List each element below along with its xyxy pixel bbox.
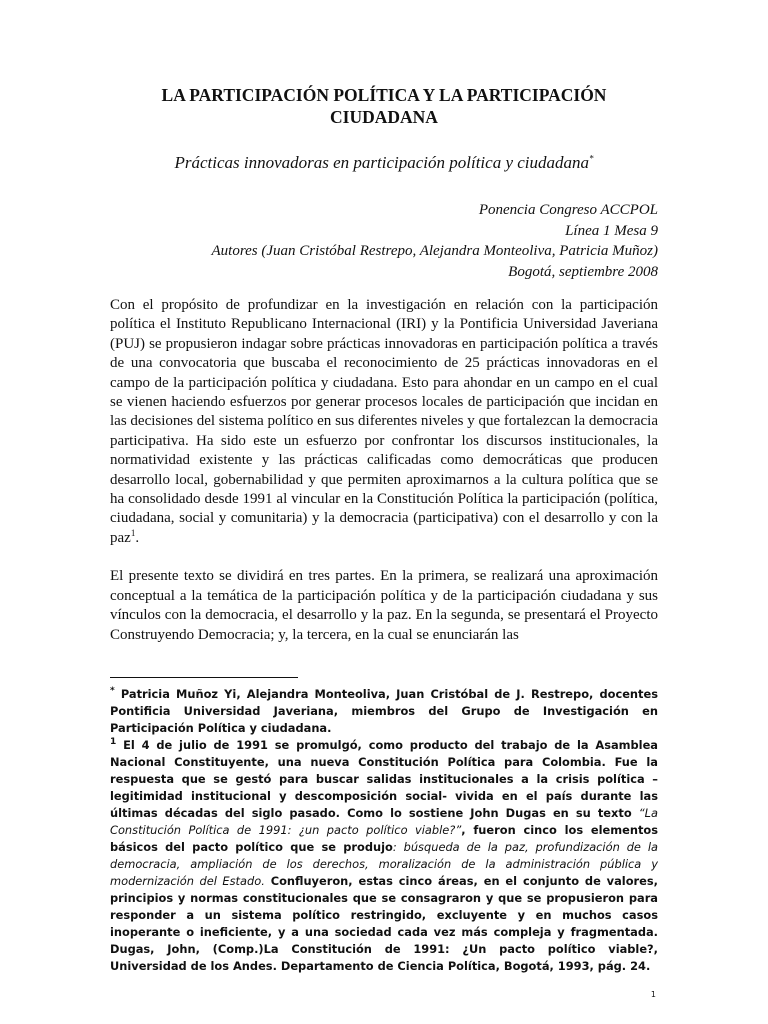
footnote-1 xyxy=(110,737,658,975)
paragraph-1-text: Con el propósito de profundizar en la investigación en relación con la participación política el Instituto Republicano Internacional (IRI) y la Pontificia Universidad Javeriana (PUJ) se propusieron indagar sobre prácticas innovadoras en participación política a través de una convocatoria que buscaba el reconocimiento de 25 prácticas innovadoras en el campo de la participación política y ciudadana. Esto para ahondar en un campo en el cual se vienen haciendo esfuerzos por generar procesos locales de participación que incidan en las decisiones del sistema político en sus diferentes niveles y que fortalezcan la democracia participativa. Ha sido este un esfuerzo por confrontar los discursos institucionales, la normatividad existente y las prácticas calificadas como democráticas que producen desarrollo local, gobernabilidad y que permiten aproximarnos a la cultura política que se ha consolidado desde 1991 al vincular en la Constitución Política la participación (política, ciudadana, social y comunitaria) y la democracia (participativa) con el desarrollo y con la paz xyxy=(110,297,658,546)
footnote-1-part-a: El 4 de julio de 1991 se promulgó, como producto del trabajo de la Asamblea Nacional Constituyente, una nueva Constitución Política para Colombia. Fue la respuesta que se gestó para buscar salidas institucionales a la crisis política –legitimidad institucional y descomposición social- vivida en el país durante las últimas décadas del siglo pasado. Como lo sostiene John Dugas en su texto xyxy=(110,737,658,820)
document-subtitle xyxy=(110,152,658,174)
title-line-1: LA PARTICIPACIÓN POLÍTICA Y LA PARTICIPACIÓN xyxy=(161,85,607,105)
body-paragraph-1 xyxy=(110,296,658,548)
footnote-1-mark: 1 xyxy=(110,737,117,748)
subtitle-text: Prácticas innovadoras en participación política y ciudadana xyxy=(174,153,590,172)
paragraph-1-end: . xyxy=(135,529,140,546)
document-title xyxy=(110,84,658,128)
place-date-line: Bogotá, septiembre 2008 xyxy=(508,263,658,280)
presentation-info xyxy=(110,200,658,282)
footnote-separator xyxy=(110,677,298,678)
body-paragraph-2: El presente texto se dividirá en tres partes. En la primera, se realizará una aproximación conceptual a la temática de la participación política y de la participación ciudadana y sus vínculos con la democracia, el desarrollo y la paz. En la segunda, se presentará el Proyecto Construyendo Democracia; y, la tercera, en la cual se enunciarán las xyxy=(110,568,658,643)
subtitle-footnote-mark: * xyxy=(589,153,594,164)
footnote-1-part-b: , fueron cinco los elementos básicos del pacto político que se produjo xyxy=(110,822,658,854)
congress-line: Ponencia Congreso ACCPOL xyxy=(478,202,658,218)
footnote-star-mark: * xyxy=(110,686,115,697)
title-line-2: CIUDADANA xyxy=(330,107,438,127)
footnotes xyxy=(110,686,658,975)
footnote-star-text: Patricia Muñoz Yi, Alejandra Monteoliva, Juan Cristóbal de J. Restrepo, docentes Pontificia Universidad Javeriana, miembros del Grupo de Investigación en Participación Política y ciudadana. xyxy=(110,686,658,735)
footnote-1-part-c: Confluyeron, estas cinco áreas, en el conjunto de valores, principios y normas constitucionales que se consagraron y que se propusieron para responder a un sistema político restringido, excluyente y en muchos casos inoperante o ineficiente, y a una sociedad cada vez más compleja y fragmentada. Dugas, John, (Comp.)La Constitución de 1991: ¿Un pacto político viable?, Universidad de los Andes. Departamento de Ciencia Política, Bogotá, 1993, pág. 24. xyxy=(110,873,658,973)
footnote-1-italic-title: “La Constitución Política de 1991: ¿un pacto político viable?” xyxy=(110,805,658,837)
footnote-1-italic-list: : búsqueda de la paz, profundización de la democracia, ampliación de los derechos, moralización de la administración pública y modernización del Estado. xyxy=(110,839,658,888)
line-table-line: Línea 1 Mesa 9 xyxy=(565,222,658,239)
footnote-star xyxy=(110,686,658,737)
page-number: 1 xyxy=(650,990,656,999)
authors-line: Autores (Juan Cristóbal Restrepo, Alejandra Monteoliva, Patricia Muñoz) xyxy=(211,243,658,259)
footnote-ref-1: 1 xyxy=(130,527,136,538)
